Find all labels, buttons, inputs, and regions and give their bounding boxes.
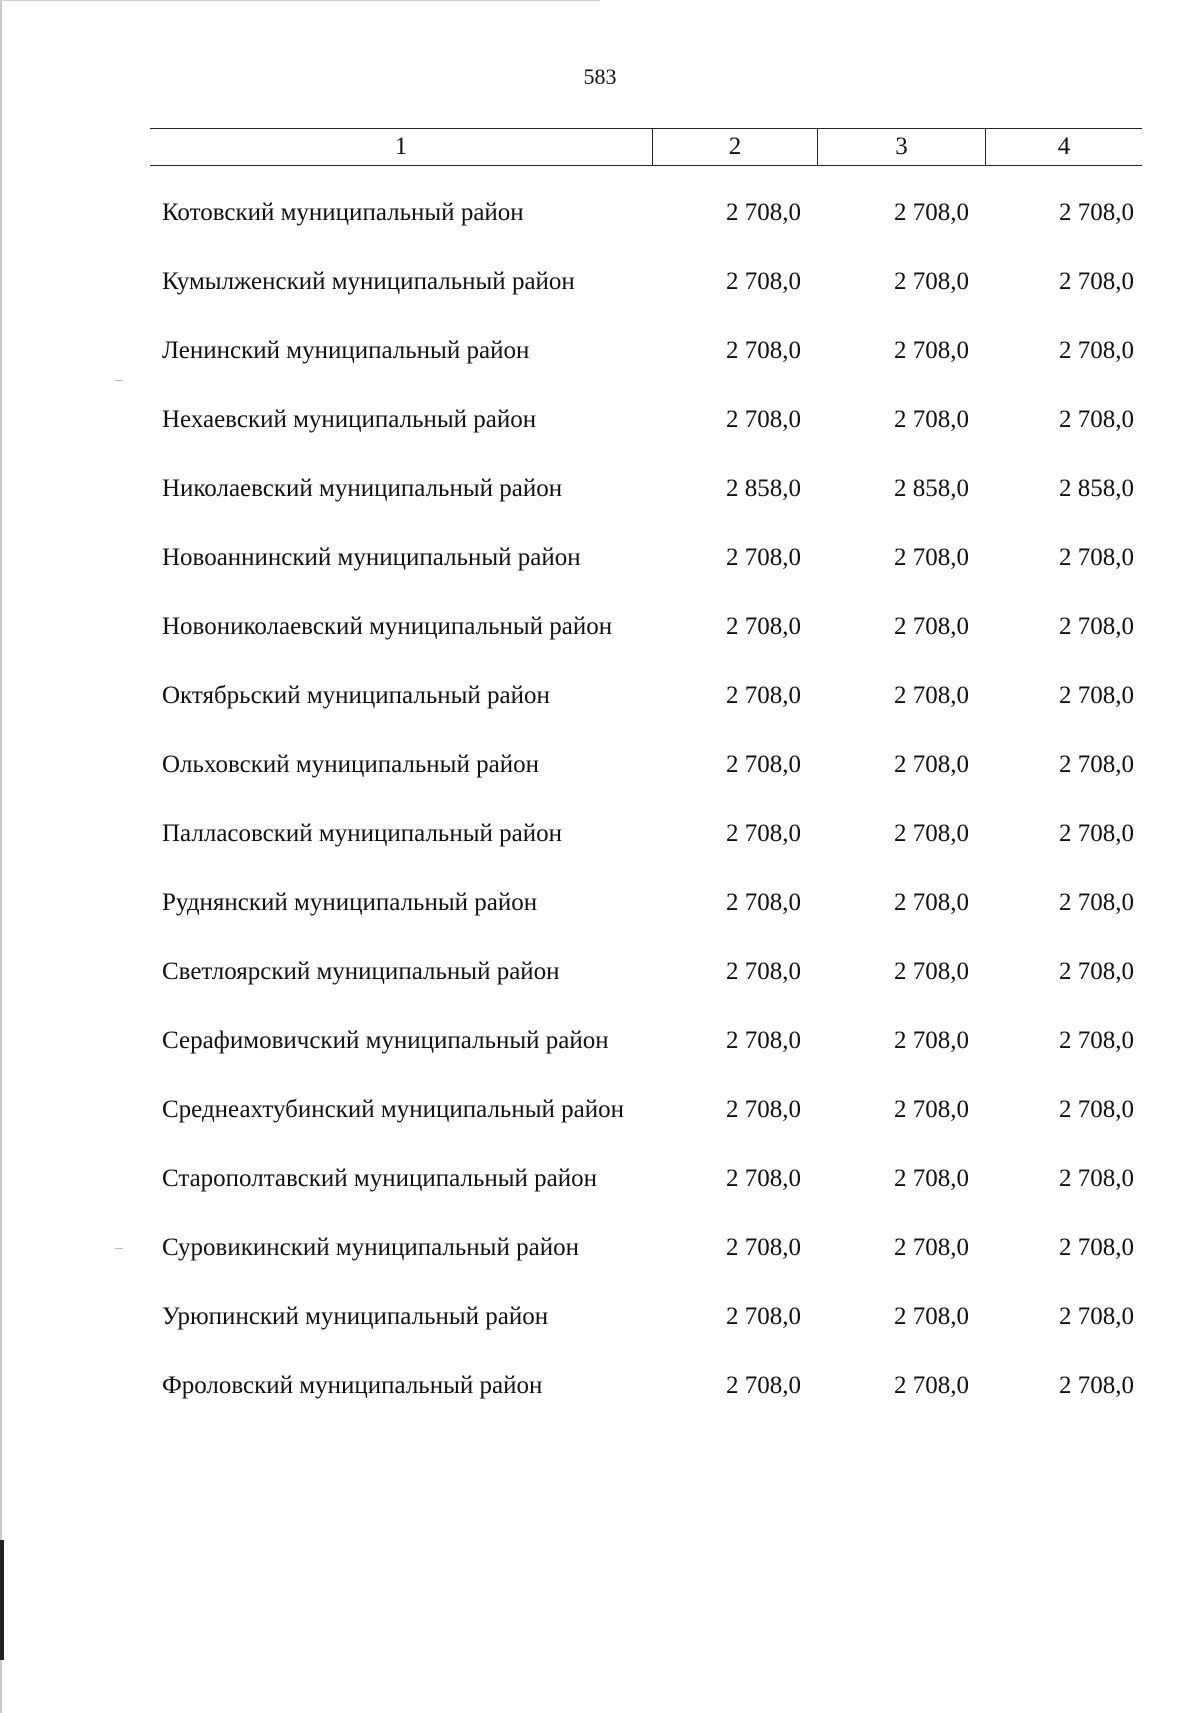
value-col-4: 2 708,0 bbox=[1059, 199, 1134, 226]
table-row bbox=[150, 1024, 1142, 1057]
value-col-3: 2 708,0 bbox=[894, 1372, 969, 1399]
district-name: Серафимовичский муниципальный район bbox=[162, 1027, 609, 1054]
district-name: Среднеахтубинский муниципальный район bbox=[162, 1096, 624, 1123]
value-col-3: 2 708,0 bbox=[894, 613, 969, 640]
value-col-3: 2 708,0 bbox=[894, 268, 969, 295]
table-row bbox=[150, 1369, 1142, 1402]
table-row bbox=[150, 1093, 1142, 1126]
value-col-4: 2 708,0 bbox=[1059, 820, 1134, 847]
value-col-2: 2 708,0 bbox=[726, 199, 801, 226]
district-name: Новониколаевский муниципальный район bbox=[162, 613, 613, 640]
table-row bbox=[150, 334, 1142, 367]
value-col-2: 2 708,0 bbox=[726, 1372, 801, 1399]
table-row bbox=[150, 403, 1142, 436]
value-col-4: 2 708,0 bbox=[1059, 682, 1134, 709]
table-row bbox=[150, 196, 1142, 229]
table-row bbox=[150, 679, 1142, 712]
district-name: Ольховский муниципальный район bbox=[162, 751, 539, 778]
margin-tick bbox=[115, 1248, 123, 1249]
value-col-3: 2 708,0 bbox=[894, 1234, 969, 1261]
value-col-4: 2 708,0 bbox=[1059, 1027, 1134, 1054]
value-col-4: 2 708,0 bbox=[1059, 544, 1134, 571]
value-col-2: 2 708,0 bbox=[726, 751, 801, 778]
value-col-3: 2 858,0 bbox=[894, 475, 969, 502]
value-col-3: 2 708,0 bbox=[894, 1165, 969, 1192]
value-col-2: 2 708,0 bbox=[726, 406, 801, 433]
value-col-4: 2 708,0 bbox=[1059, 268, 1134, 295]
value-col-3: 2 708,0 bbox=[894, 889, 969, 916]
table-row bbox=[150, 265, 1142, 298]
value-col-3: 2 708,0 bbox=[894, 199, 969, 226]
district-name: Старополтавский муниципальный район bbox=[162, 1165, 597, 1192]
value-col-2: 2 708,0 bbox=[726, 1027, 801, 1054]
table-row bbox=[150, 886, 1142, 919]
table-row bbox=[150, 955, 1142, 988]
value-col-4: 2 708,0 bbox=[1059, 1165, 1134, 1192]
district-name: Кумылженский муниципальный район bbox=[162, 268, 575, 295]
value-col-4: 2 708,0 bbox=[1059, 613, 1134, 640]
value-col-2: 2 708,0 bbox=[726, 1096, 801, 1123]
value-col-4: 2 708,0 bbox=[1059, 958, 1134, 985]
district-name: Нехаевский муниципальный район bbox=[162, 406, 537, 433]
district-name: Палласовский муниципальный район bbox=[162, 820, 562, 847]
value-col-4: 2 708,0 bbox=[1059, 751, 1134, 778]
value-col-3: 2 708,0 bbox=[894, 682, 969, 709]
value-col-4: 2 708,0 bbox=[1059, 337, 1134, 364]
table-body bbox=[150, 196, 1142, 1438]
header-col-2: 2 bbox=[653, 129, 818, 165]
table-header bbox=[150, 128, 1142, 166]
scan-mark bbox=[0, 1540, 4, 1660]
value-col-3: 2 708,0 bbox=[894, 751, 969, 778]
district-name: Котовский муниципальный район bbox=[162, 199, 524, 226]
value-col-3: 2 708,0 bbox=[894, 544, 969, 571]
value-col-4: 2 708,0 bbox=[1059, 889, 1134, 916]
district-name: Суровикинский муниципальный район bbox=[162, 1234, 579, 1261]
value-col-4: 2 708,0 bbox=[1059, 406, 1134, 433]
value-col-4: 2 708,0 bbox=[1059, 1303, 1134, 1330]
value-col-2: 2 708,0 bbox=[726, 820, 801, 847]
margin-tick bbox=[115, 380, 123, 381]
header-col-4: 4 bbox=[1057, 133, 1071, 160]
district-name: Фроловский муниципальный район bbox=[162, 1372, 543, 1399]
district-name: Новоаннинский муниципальный район bbox=[162, 544, 581, 571]
table-row bbox=[150, 748, 1142, 781]
value-col-3: 2 708,0 bbox=[894, 337, 969, 364]
district-name: Светлоярский муниципальный район bbox=[162, 958, 560, 985]
value-col-3: 2 708,0 bbox=[894, 1096, 969, 1123]
value-col-3: 2 708,0 bbox=[894, 406, 969, 433]
value-col-2: 2 708,0 bbox=[726, 268, 801, 295]
value-col-2: 2 708,0 bbox=[726, 1303, 801, 1330]
header-col-1: 1 bbox=[150, 129, 653, 165]
district-name: Руднянский муниципальный район bbox=[162, 889, 538, 916]
district-name: Октябрьский муниципальный район bbox=[162, 682, 550, 709]
district-name: Николаевский муниципальный район bbox=[162, 475, 563, 502]
table-row bbox=[150, 1231, 1142, 1264]
value-col-2: 2 858,0 bbox=[726, 475, 801, 502]
value-col-2: 2 708,0 bbox=[726, 1234, 801, 1261]
table-row bbox=[150, 817, 1142, 850]
value-col-2: 2 708,0 bbox=[726, 958, 801, 985]
value-col-2: 2 708,0 bbox=[726, 682, 801, 709]
table-row bbox=[150, 541, 1142, 574]
value-col-2: 2 708,0 bbox=[726, 1165, 801, 1192]
header-col-3: 3 bbox=[818, 129, 986, 165]
scan-edge-top bbox=[0, 0, 600, 1]
value-col-2: 2 708,0 bbox=[726, 889, 801, 916]
district-name: Ленинский муниципальный район bbox=[162, 337, 530, 364]
scan-edge-left bbox=[0, 0, 2, 1713]
value-col-2: 2 708,0 bbox=[726, 613, 801, 640]
value-col-4: 2 708,0 bbox=[1059, 1372, 1134, 1399]
table-row bbox=[150, 1300, 1142, 1333]
page-number: 583 bbox=[583, 64, 617, 89]
value-col-3: 2 708,0 bbox=[894, 820, 969, 847]
district-name: Урюпинский муниципальный район bbox=[162, 1303, 549, 1330]
value-col-4: 2 708,0 bbox=[1059, 1234, 1134, 1261]
value-col-4: 2 708,0 bbox=[1059, 1096, 1134, 1123]
value-col-3: 2 708,0 bbox=[894, 958, 969, 985]
value-col-4: 2 858,0 bbox=[1059, 475, 1134, 502]
value-col-3: 2 708,0 bbox=[894, 1303, 969, 1330]
table-row bbox=[150, 1162, 1142, 1195]
value-col-2: 2 708,0 bbox=[726, 544, 801, 571]
value-col-3: 2 708,0 bbox=[894, 1027, 969, 1054]
table-row bbox=[150, 472, 1142, 505]
table-row bbox=[150, 610, 1142, 643]
value-col-2: 2 708,0 bbox=[726, 337, 801, 364]
